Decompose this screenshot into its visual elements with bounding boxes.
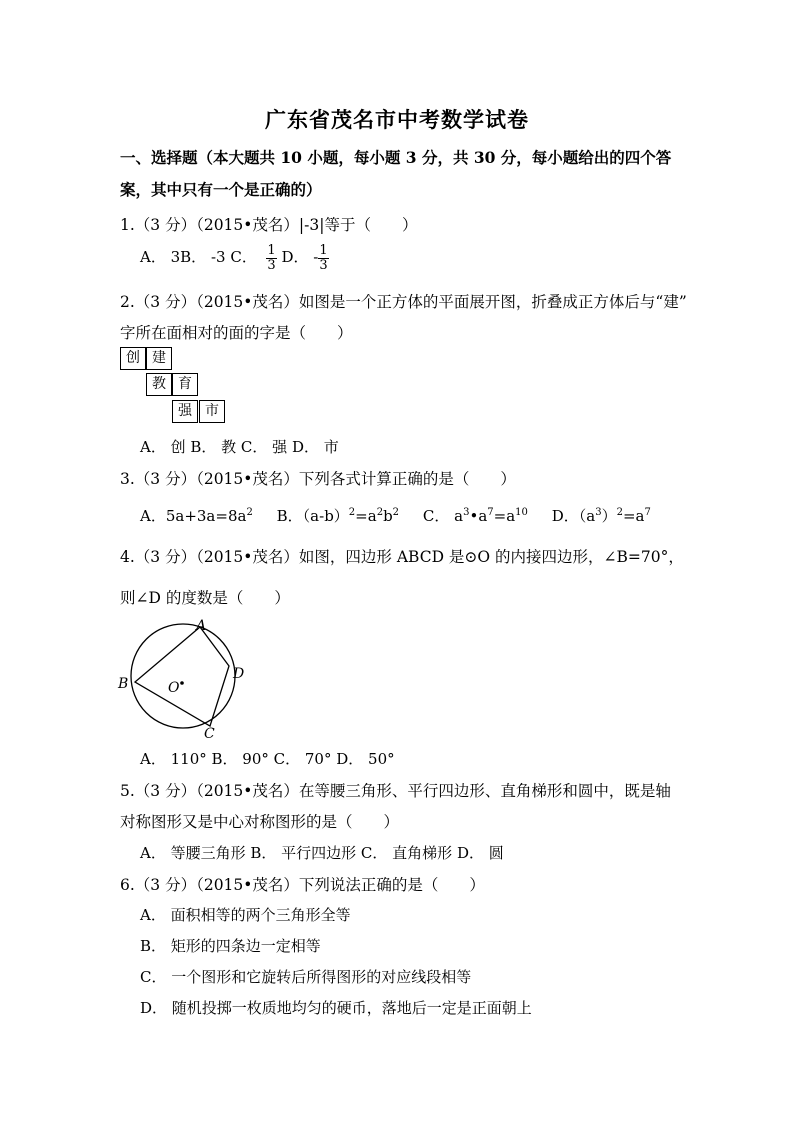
q1-option-a: A． 3 (140, 248, 181, 267)
q6-option-c: C． 一个图形和它旋转后所得图形的对应线段相等 (140, 968, 472, 986)
q3-option-d: D．$(a^3)^2=a^7$ (551, 507, 651, 525)
q4-stem-line1: 4.（3 分）（2015•茂名）如图，四边形 ABCD 是⊙O 的内接四边形，∠B=70°， (120, 548, 684, 566)
q5-stem-line1: 5.（3 分）（2015•茂名）在等腰三角形、平行四边形、直角梯形和圆中，既是轴 (120, 782, 671, 800)
q2-options: A． 创 B． 教 C． 强 D． 市 (140, 438, 339, 456)
q1-option-b: B． -3 (180, 248, 226, 267)
q1-stem: 1.（3 分）（2015•茂名）|-3|等于（ ） (120, 216, 418, 234)
net-cell: 教 (146, 373, 172, 396)
quadrilateral-abcd (135, 627, 229, 726)
net-cell: 育 (172, 373, 198, 396)
q3-option-b: B．$(a-b)^2=a^2b^2$ (276, 507, 400, 525)
q1-fraction-c: $\frac{1}{3}$ (267, 243, 276, 273)
section-heading-line1: 一、选择题（本大题共 10 小题，每小题 3 分，共 30 分，每小题给出的四个答 (120, 148, 672, 167)
label-d: D (233, 666, 245, 682)
q1-option-d: D． - (281, 248, 319, 267)
q1-fraction-d: $\frac{1}{3}$ (319, 243, 328, 273)
q3-option-a: A．$5a+3a=8a^2$ (140, 507, 253, 525)
q3-option-c: C． $a^3•a^7=a^{10}$ (422, 507, 528, 525)
label-b: B (118, 676, 129, 692)
q4-options: A． 110° B． 90° C． 70° D． 50° (140, 750, 395, 768)
q3-options (140, 505, 651, 526)
section-heading-line2: 案，其中只有一个是正确的） (120, 180, 322, 199)
q2-stem-line1: 2.（3 分）（2015•茂名）如图是一个正方体的平面展开图，折叠成正方体后与“建” (120, 293, 687, 311)
q6-option-a: A． 面积相等的两个三角形全等 (140, 906, 351, 924)
q5-options: A． 等腰三角形 B． 平行四边形 C． 直角梯形 D． 圆 (140, 844, 504, 862)
q1-option-c: C． (230, 248, 257, 267)
q1-options (140, 244, 329, 272)
net-cell: 建 (146, 347, 172, 370)
page-title: 广东省茂名市中考数学试卷 (265, 107, 529, 132)
inscribed-quadrilateral-figure (112, 614, 252, 744)
center-point (180, 681, 184, 685)
net-cell: 强 (172, 400, 198, 423)
q6-option-b: B． 矩形的四条边一定相等 (140, 937, 321, 955)
net-cell: 创 (120, 347, 146, 370)
label-c: C (204, 726, 215, 742)
q3-stem: 3.（3 分）（2015•茂名）下列各式计算正确的是（ ） (120, 470, 516, 488)
q6-option-d: D． 随机投掷一枚质地均匀的硬币，落地后一定是正面朝上 (140, 999, 532, 1017)
q6-stem: 6.（3 分）（2015•茂名）下列说法正确的是（ ） (120, 876, 485, 894)
q4-stem-line2: 则∠D 的度数是（ ） (120, 589, 290, 607)
q2-stem-line2: 字所在面相对的面的字是（ ） (120, 324, 353, 342)
label-a: A (196, 618, 207, 634)
label-o: O (168, 680, 180, 696)
q5-stem-line2: 对称图形又是中心对称图形的是（ ） (120, 813, 400, 831)
circle-o (131, 624, 235, 728)
net-cell: 市 (199, 400, 225, 423)
